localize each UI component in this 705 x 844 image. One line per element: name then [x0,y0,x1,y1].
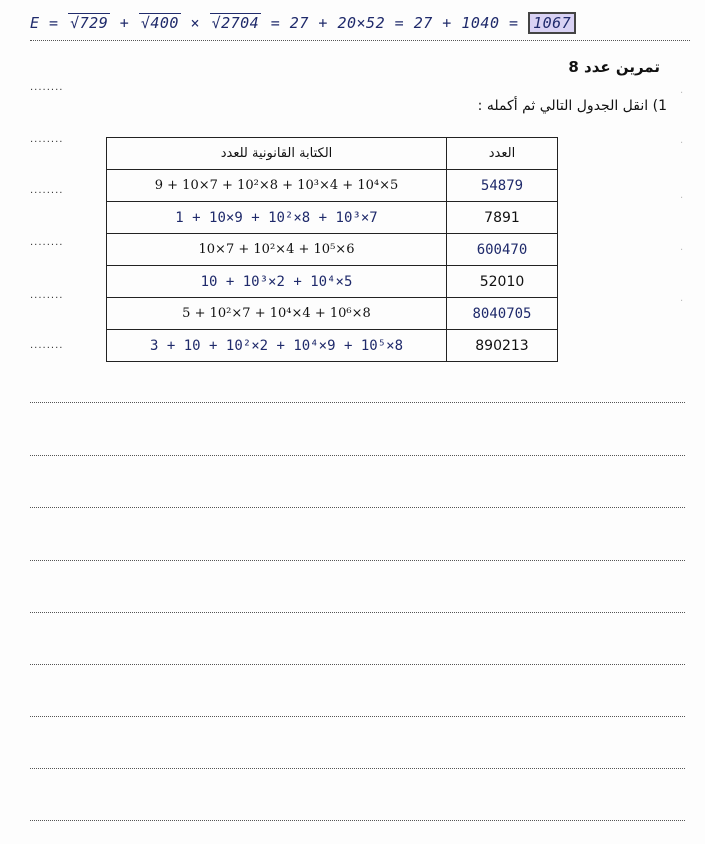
number-expansion-table [106,137,558,362]
table-row [107,234,558,266]
margin-mark: · [680,296,684,307]
margin-mark: · [680,193,684,204]
header-expansion: الكتابة القانونية للعدد [107,138,447,170]
margin-dots: ........ [30,185,64,196]
writing-line [30,664,685,665]
eq-root-3: √2704 [211,14,260,32]
margin-dots: ........ [30,237,64,248]
header-number: العدد [447,138,558,170]
eq-root-1: √729 [70,14,109,32]
margin-dots: ........ [30,82,64,93]
margin-dots: ........ [30,134,64,145]
cell-expansion: 6×10⁵ + 4×10² + 7×10 [107,234,447,266]
writing-line [30,402,685,403]
margin-mark: · [680,138,684,149]
cell-expansion: 8×10⁵ + 9×10⁴ + 2×10² + 10 + 3 [107,330,447,362]
cell-number: 7891 [447,202,558,234]
cell-expansion: 7×10³ + 8×10² + 9×10 + 1 [107,202,447,234]
table-row [107,266,558,298]
margin-dots: ........ [30,340,64,351]
writing-line [30,612,685,613]
cell-number: 54879 [447,170,558,202]
eq-result: 1067 [528,12,576,34]
table-row [107,202,558,234]
table-row [107,330,558,362]
cell-expansion: 5×10⁴ + 2×10³ + 10 [107,266,447,298]
eq-plus: + [119,14,130,32]
exercise-title: تمرين عدد 8 [568,58,660,76]
margin-mark: · [680,245,684,256]
eq-times: × [190,14,201,32]
writing-line [30,716,685,717]
writing-line [30,560,685,561]
writing-line [30,768,685,769]
dotted-line [30,40,690,41]
eq-root-2: √400 [140,14,179,32]
exercise-instruction: 1) انقل الجدول التالي ثم أكمله : [477,98,667,114]
cell-expansion: 5×10⁴ + 4×10³ + 8×10² + 7×10 + 9 [107,170,447,202]
cell-number: 52010 [447,266,558,298]
table-row [107,170,558,202]
table-row [107,298,558,330]
table-header-row [107,138,558,170]
cell-number: 890213 [447,330,558,362]
cell-expansion: 8×10⁶ + 4×10⁴ + 7×10² + 5 [107,298,447,330]
eq-e: E = [30,14,59,32]
cell-number: 600470 [447,234,558,266]
cell-number: 8040705 [447,298,558,330]
margin-dots: ........ [30,290,64,301]
eq-rest: = 27 + 20×52 = 27 + 1040 = [270,14,519,32]
margin-mark: · [680,88,684,99]
handwritten-equation [30,14,576,32]
writing-line [30,820,685,821]
writing-line [30,507,685,508]
writing-line [30,455,685,456]
